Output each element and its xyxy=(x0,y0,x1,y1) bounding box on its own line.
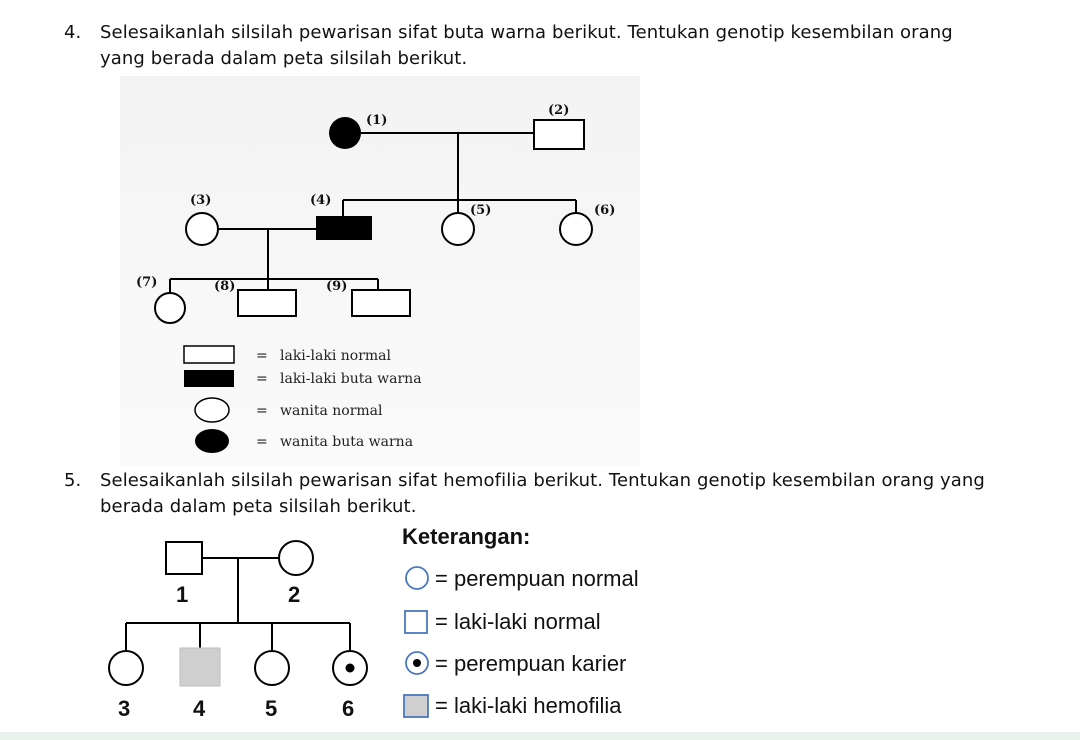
person-5-normal-female xyxy=(255,651,289,685)
legend-circle-open-icon xyxy=(406,567,428,589)
legend-text-perempuan-karier: = perempuan karier xyxy=(435,651,627,676)
number-1: 1 xyxy=(176,582,189,607)
number-5: 5 xyxy=(265,696,278,721)
question-4-number: 4. xyxy=(64,22,82,43)
label-8: (8) xyxy=(214,279,236,294)
person-9-normal-male xyxy=(352,290,410,316)
legend-eq-2: = xyxy=(256,371,268,387)
label-5: (5) xyxy=(470,203,492,218)
legend-square-filled-icon xyxy=(184,370,234,387)
person-8-normal-male xyxy=(238,290,296,316)
pedigree-1-svg xyxy=(120,76,640,466)
carrier-dot-icon xyxy=(346,664,355,673)
person-1-normal-male xyxy=(166,542,202,574)
legend-circle-filled-icon xyxy=(195,429,229,453)
label-6: (6) xyxy=(594,203,616,218)
label-4: (4) xyxy=(310,193,332,208)
label-2: (2) xyxy=(548,103,570,118)
label-3: (3) xyxy=(190,193,212,208)
label-9: (9) xyxy=(326,279,348,294)
person-7-normal-female xyxy=(155,293,185,323)
person-4-hemophilia-male xyxy=(180,648,220,686)
legend-eq-4: = xyxy=(256,434,268,450)
legend-text-2: laki-laki buta warna xyxy=(280,371,422,387)
person-2-normal-female xyxy=(279,541,313,575)
pedigree-hemophilia xyxy=(0,520,720,732)
legend-square-open-icon xyxy=(405,611,427,633)
person-3-normal-female xyxy=(186,213,218,245)
person-3-normal-female xyxy=(109,651,143,685)
legend-text-3: wanita normal xyxy=(280,403,383,419)
question-5-line-1: Selesaikanlah silsilah pewarisan sifat hemofilia berikut. Tentukan genotip kesembilan orang yang xyxy=(100,470,985,491)
question-5-line-2: berada dalam peta silsilah berikut. xyxy=(100,496,417,517)
label-1: (1) xyxy=(366,113,388,128)
legend-text-laki-laki-hemofilia: = laki-laki hemofilia xyxy=(435,693,622,718)
legend-circle-open-icon xyxy=(195,398,229,422)
legend-text-laki-laki-normal: = laki-laki normal xyxy=(435,609,601,634)
legend-eq-3: = xyxy=(256,403,268,419)
number-3: 3 xyxy=(118,696,131,721)
legend-text-perempuan-normal: = perempuan normal xyxy=(435,566,639,591)
pedigree-color-blindness xyxy=(120,76,640,466)
bottom-edge-strip xyxy=(0,732,1080,740)
label-7: (7) xyxy=(136,275,158,290)
legend-carrier-dot-icon xyxy=(413,659,421,667)
person-4-affected-male xyxy=(316,216,372,240)
legend-square-open-icon xyxy=(184,346,234,363)
question-4-line-2: yang berada dalam peta silsilah berikut. xyxy=(100,48,468,69)
question-5-number: 5. xyxy=(64,470,82,491)
question-4-line-1: Selesaikanlah silsilah pewarisan sifat buta warna berikut. Tentukan genotip kesembilan orang xyxy=(100,22,953,43)
legend-eq-1: = xyxy=(256,348,268,364)
legend-text-4: wanita buta warna xyxy=(280,434,414,450)
person-1-affected-female xyxy=(329,117,361,149)
number-4: 4 xyxy=(193,696,206,721)
legend-text-1: laki-laki normal xyxy=(280,348,391,364)
person-2-normal-male xyxy=(534,120,584,149)
legend-title: Keterangan: xyxy=(402,524,531,549)
person-6-normal-female xyxy=(560,213,592,245)
legend-square-grey-icon xyxy=(404,695,428,717)
number-2: 2 xyxy=(288,582,301,607)
number-6: 6 xyxy=(342,696,355,721)
